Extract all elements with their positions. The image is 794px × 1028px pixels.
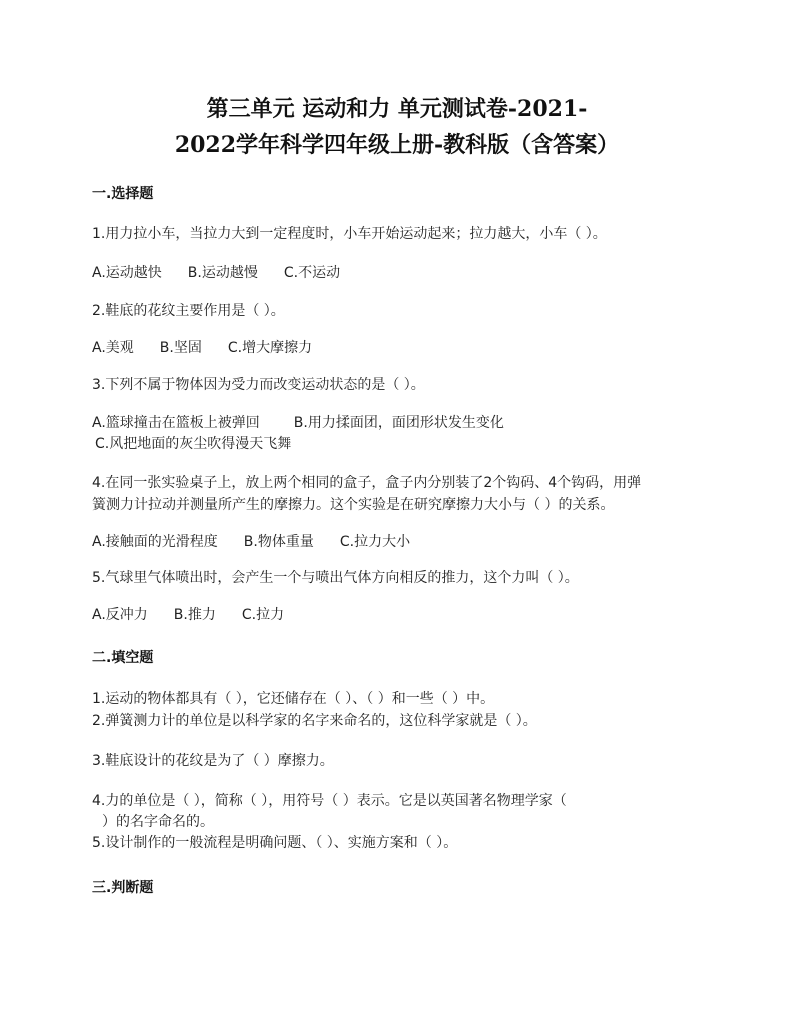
option-c: C.不运动: [283, 265, 341, 281]
document-title-line-2: 2022学年科学四年级上册-教科版（含答案）: [174, 132, 620, 158]
fill-question-1: 1.运动的物体都具有（ ），它还储存在（ ）、（ ）和一些（ ）中。: [92, 691, 495, 707]
question-5: 5.气球里气体喷出时，会产生一个与喷出气体方向相反的推力，这个力叫（ ）。: [92, 570, 579, 586]
section-heading-fill-in: 二.填空题: [92, 650, 154, 666]
option-b: B.运动越慢: [187, 265, 258, 281]
question-1-options: [92, 262, 366, 282]
question-4-line-1: 4.在同一张实验桌子上，放上两个相同的盒子，盒子内分别装了2个钩码、4个钩码，用弹: [92, 475, 642, 491]
question-4-options: [92, 531, 436, 551]
fill-question-4-line-2: ）的名字命名的。: [102, 814, 214, 830]
option-a: A.美观: [92, 340, 134, 356]
question-2: 2.鞋底的花纹主要作用是（ ）。: [92, 303, 285, 319]
question-3-options-ab: [92, 412, 530, 432]
option-a: A.反冲力: [92, 607, 148, 623]
section-heading-multiple-choice: 一.选择题: [92, 186, 154, 202]
option-b: B.推力: [173, 607, 216, 623]
option-a: A.篮球撞击在篮板上被弹回: [92, 415, 260, 431]
option-c: C.拉力大小: [339, 534, 411, 550]
fill-question-2: 2.弹簧测力计的单位是以科学家的名字来命名的，这位科学家就是（ ）。: [92, 713, 537, 729]
option-b: B.用力揉面团，面团形状发生变化: [293, 415, 504, 431]
question-3: 3.下列不属于物体因为受力而改变运动状态的是（ ）。: [92, 377, 425, 393]
option-b: B.坚固: [159, 340, 202, 356]
option-a: A.运动越快: [92, 265, 162, 281]
option-c: C.增大摩擦力: [227, 340, 313, 356]
section-heading-true-false: 三.判断题: [92, 880, 154, 896]
question-2-options: [92, 337, 338, 357]
option-c: C.拉力: [241, 607, 285, 623]
fill-question-5: 5.设计制作的一般流程是明确问题、（ ）、实施方案和（ ）。: [92, 835, 458, 851]
question-1: 1.用力拉小车，当拉力大到一定程度时，小车开始运动起来；拉力越大，小车（ ）。: [92, 226, 607, 242]
option-a: A.接触面的光滑程度: [92, 534, 218, 550]
question-5-options: [92, 604, 310, 624]
fill-question-4-line-1: 4.力的单位是（ ），简称（ ），用符号（ ）表示。它是以英国著名物理学家（: [92, 793, 567, 809]
option-b: B.物体重量: [243, 534, 314, 550]
question-3-option-c: C.风把地面的灰尘吹得漫天飞舞: [95, 436, 292, 452]
question-4-line-2: 簧测力计拉动并测量所产生的摩擦力。这个实验是在研究摩擦力大小与（ ）的关系。: [92, 497, 615, 513]
fill-question-3: 3.鞋底设计的花纹是为了（ ）摩擦力。: [92, 753, 334, 769]
document-title-line-1: 第三单元 运动和力 单元测试卷-2021-: [206, 96, 588, 122]
